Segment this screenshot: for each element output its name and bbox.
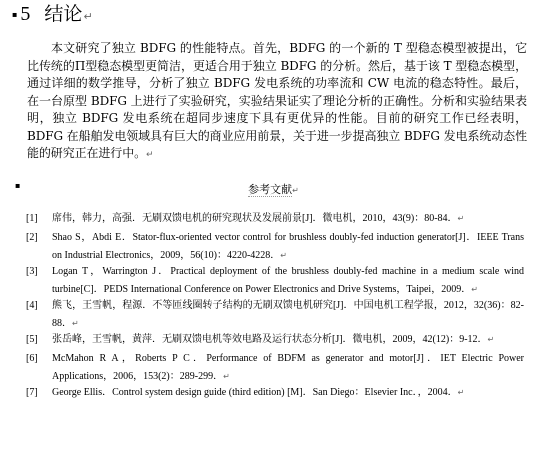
references-title: 参考文献 <box>248 183 293 196</box>
reference-text: 熊飞，王雪帆，程源．不等匝线圈转子结构的无刷双馈电机研究[J]．中国电机工程学报，2012，32(36)：82-88．↵ <box>52 300 524 329</box>
paragraph-mark: ↵ <box>292 186 299 195</box>
heading-bullet: ▪ <box>12 10 18 19</box>
reference-text: Shao S，Abdi E．Stator-flux-oriented vector control for brushless doubly-fed induction generator[J]．IEEE Trans on Industrial Electronics，2009，56(10)：4220-4228．↵ <box>52 232 524 261</box>
reference-text: 张岳峰，王雪帆，黄萍．无刷双馈电机等效电路及运行状态分析[J]．微电机，2009，42(12)：9-12．↵ <box>52 334 495 345</box>
reference-index: [5] <box>26 334 38 345</box>
references-bullet: ▪ <box>15 181 21 190</box>
reference-index: [4] <box>26 300 38 311</box>
reference-text: George Ellis．Control system design guide (third edition) [M]．San Diego：Elsevier Inc．，2004．↵ <box>52 387 465 398</box>
references-heading <box>0 182 547 199</box>
reference-text: Logan T，Warrington J．Practical deployment of the brushless doubly-fed machine in a medium scale wind turbine[C]．PEDS International Conference on Power Electronics and Drive Systems，Taipei，2009．↵ <box>52 266 524 295</box>
reference-index: [7] <box>26 387 38 398</box>
conclusion-text: 本文研究了独立 BDFG 的性能特点。首先，BDFG 的一个新的 T 型稳态模型被提出，它比传统的Π型稳态模型更简洁，更适合用于独立 BDFG 的分析。然后，基于该 T 型稳态模型，通过详细的数学推导，分析了独立 BDFG 发电系统的功率流和 CW 电流的稳态特性。最后，在一台原型 BDFG 上进行了实验研究，实验结果证实了理论分析的正确性。分析和实验结果表明，独立 BDFG 发电系统在超同步速度下具有更优异的性能。目前的研究工作已经表明，BDFG 在船舶发电领域具有巨大的商业应用前景，关于进一步提高独立 BDFG 发电系统动态性能的研究正在进行中。 <box>27 41 527 160</box>
reference-index: [2] <box>26 232 38 243</box>
conclusion-paragraph <box>27 40 527 165</box>
reference-text: 席伟，韩力，高强．无刷双馈电机的研究现状及发展前景[J]．微电机，2010，43(9)：80-84．↵ <box>52 213 465 224</box>
reference-text: McMahon R A，Roberts P C．Performance of BDFM as generator and motor[J]．IET Electric Power Applications，2006，153(2)：289-299．↵ <box>52 353 524 382</box>
section-title: 结论 <box>44 3 83 25</box>
paragraph-mark: ↵ <box>146 150 154 160</box>
reference-index: [3] <box>26 266 38 277</box>
reference-index: [1] <box>26 213 38 224</box>
section-heading <box>12 0 93 28</box>
section-number: 5 <box>20 3 31 25</box>
paragraph-mark: ↵ <box>83 10 93 23</box>
reference-index: [6] <box>26 353 38 364</box>
